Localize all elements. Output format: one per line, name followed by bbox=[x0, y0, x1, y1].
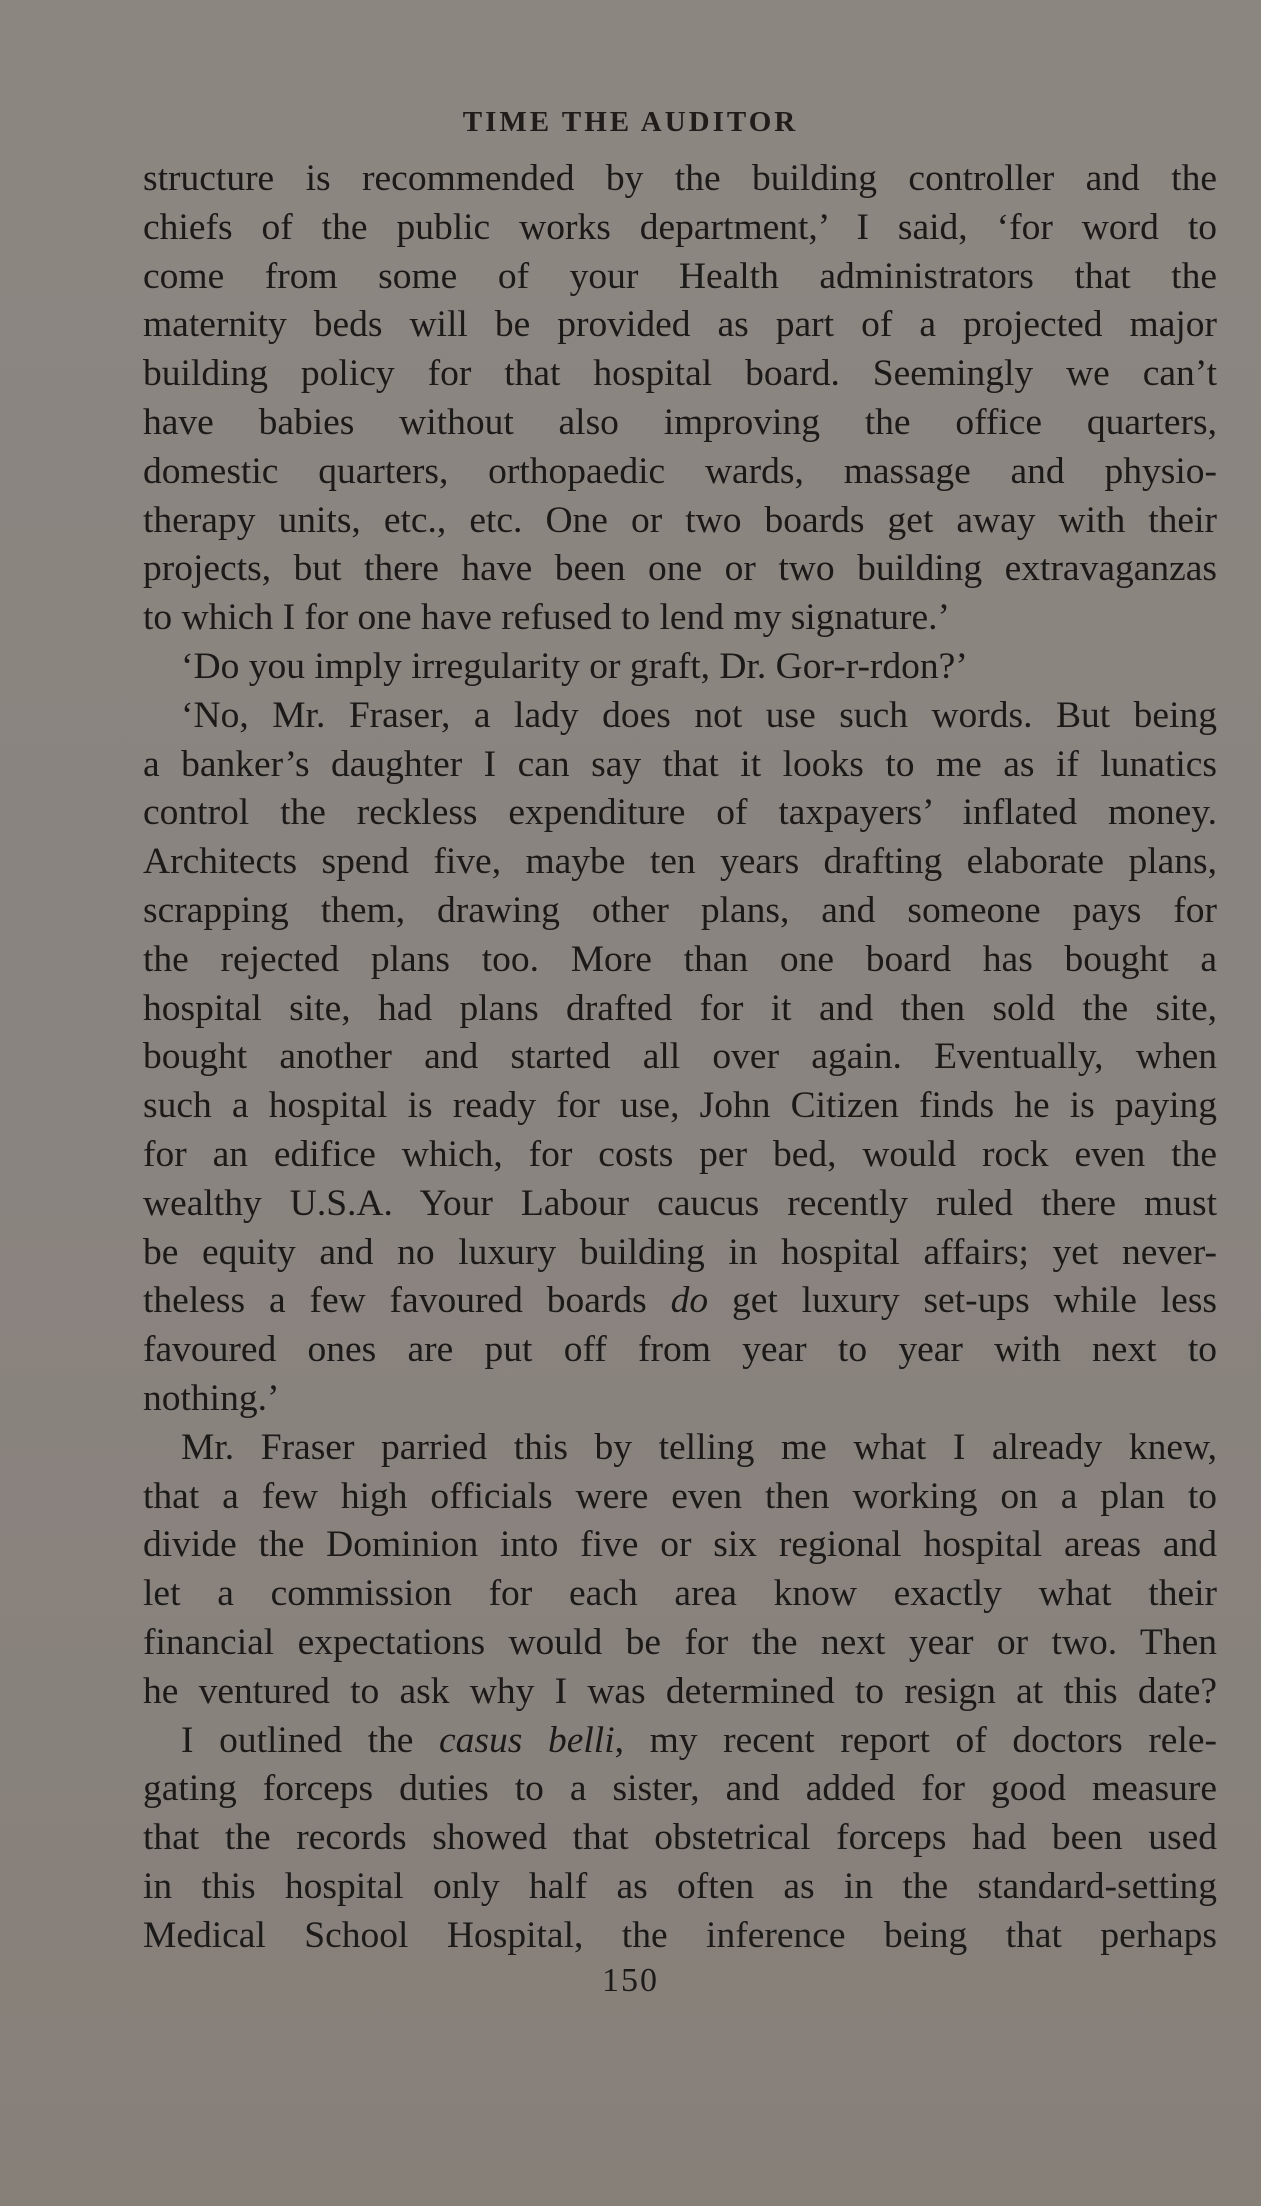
text-line: projects, but there have been one or two building extravaganzas bbox=[143, 548, 1217, 590]
text-line: Medical School Hospital, the inference being that perhaps bbox=[143, 1914, 1217, 1956]
text-line-with-emphasis bbox=[143, 1717, 1217, 1766]
text-line: financial expectations would be for the next year or two. Then bbox=[143, 1621, 1217, 1663]
text-line-with-emphasis bbox=[143, 1277, 1217, 1326]
page-number: 150 bbox=[602, 1962, 659, 1999]
text-line: nothing.’ bbox=[143, 1377, 280, 1419]
text-line: bought another and started all over again. Eventually, when bbox=[143, 1036, 1217, 1078]
text-line: domestic quarters, orthopaedic wards, massage and physio- bbox=[143, 450, 1217, 492]
text-line: therapy units, etc., etc. One or two boards get away with their bbox=[143, 499, 1217, 541]
emphasis-phrase: casus belli bbox=[439, 1719, 615, 1761]
text-line: a banker’s daughter I can say that it looks to me as if lunatics bbox=[143, 743, 1217, 785]
text-run: get luxury set-ups while less bbox=[731, 1280, 1218, 1322]
text-line: for an edifice which, for costs per bed, would rock even the bbox=[143, 1133, 1217, 1175]
body-text bbox=[143, 155, 1217, 1960]
text-line: gating forceps duties to a sister, and added for good measure bbox=[143, 1768, 1217, 1810]
text-line: such a hospital is ready for use, John Citizen finds he is paying bbox=[143, 1085, 1217, 1127]
text-line: wealthy U.S.A. Your Labour caucus recently ruled there must bbox=[143, 1182, 1217, 1224]
text-line: Architects spend five, maybe ten years drafting elaborate plans, bbox=[143, 841, 1217, 883]
text-line: ‘No, Mr. Fraser, a lady does not use such words. But being bbox=[181, 694, 1217, 736]
text-line: in this hospital only half as often as in the standard-setting bbox=[143, 1865, 1217, 1907]
emphasis-word: do bbox=[670, 1280, 709, 1322]
text-line: let a commission for each area know exactly what their bbox=[143, 1573, 1217, 1615]
text-line: maternity beds will be provided as part of a projected major bbox=[143, 304, 1217, 346]
text-line: that the records showed that obstetrical forceps had been used bbox=[143, 1817, 1217, 1859]
text-line: to which I for one have refused to lend my signature.’ bbox=[143, 597, 951, 639]
text-line: scrapping them, drawing other plans, and someone pays for bbox=[143, 889, 1217, 931]
text-line: divide the Dominion into five or six regional hospital areas and bbox=[143, 1524, 1217, 1566]
text-line: chiefs of the public works department,’ I said, ‘for word to bbox=[143, 206, 1217, 248]
text-line: come from some of your Health administrators that the bbox=[143, 255, 1217, 297]
text-line: structure is recommended by the building controller and the bbox=[143, 158, 1217, 199]
text-line: building policy for that hospital board. Seemingly we can’t bbox=[143, 353, 1217, 395]
text-line: ‘Do you imply irregularity or graft, Dr. Gor-r-rdon?’ bbox=[181, 645, 968, 687]
text-line: favoured ones are put off from year to year with next to bbox=[143, 1329, 1217, 1371]
text-line: he ventured to ask why I was determined to resign at this date? bbox=[143, 1670, 1217, 1712]
text-line: the rejected plans too. More than one board has bought a bbox=[143, 938, 1217, 980]
text-run: I outlined the bbox=[181, 1719, 414, 1761]
text-line: have babies without also improving the office quarters, bbox=[143, 401, 1217, 443]
text-line: hospital site, had plans drafted for it and then sold the site, bbox=[143, 987, 1217, 1029]
text-run: , my recent report of doctors rele- bbox=[614, 1719, 1217, 1761]
running-head: TIME THE AUDITOR bbox=[462, 106, 799, 138]
text-line: Mr. Fraser parried this by telling me what I already knew, bbox=[181, 1426, 1217, 1468]
text-line: be equity and no luxury building in hospital affairs; yet never- bbox=[143, 1231, 1217, 1273]
text-line: that a few high officials were even then working on a plan to bbox=[143, 1475, 1217, 1517]
text-line: control the reckless expenditure of taxpayers’ inflated money. bbox=[143, 792, 1217, 834]
text-run: theless a few favoured boards bbox=[143, 1280, 647, 1322]
